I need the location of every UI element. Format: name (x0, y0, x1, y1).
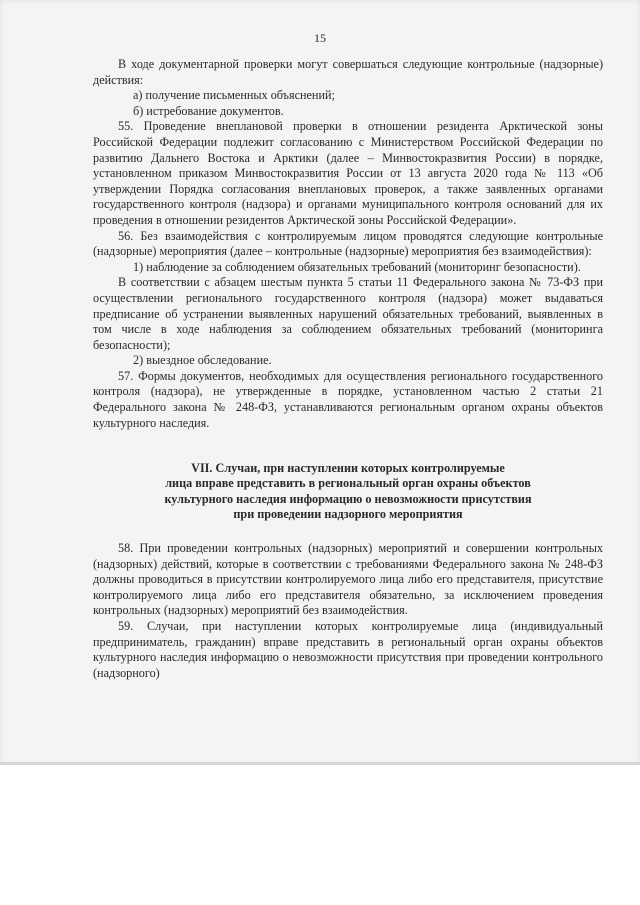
section-heading-line: при проведении надзорного мероприятия (233, 506, 463, 521)
paragraph-56: 56. Без взаимодействия с контролируемым лицом проводятся следующие контрольные (надзорные) мероприятия (далее – контрольные (надзорные) мероприятия без взаимодействия): (93, 228, 603, 259)
section-heading-line: культурного наследия информацию о невозможности присутствия (164, 491, 532, 506)
paragraph-intro: В ходе документарной проверки могут совершаться следующие контрольные (надзорные) действия: (93, 57, 603, 87)
paragraph-59: 59. Случаи, при наступлении которых контролируемые лица (индивидуальный предприниматель, гражданин) вправе представить в региональный орган охраны объектов культурного наследия информацию о невозможности присутствия при проведении контрольного (надзорного) (93, 619, 603, 680)
page-number: 15 (314, 31, 326, 45)
paragraph-58: 58. При проведении контрольных (надзорных) мероприятий и совершении контрольных (надзорных) действий, которые в соответствии с требованиями Федерального закона № 248-ФЗ должны проводиться в присутствии контролируемого лица либо его представителя, присутствие контролируемого лица либо его представителя обязательно, за исключением проведения контрольных (надзорных) мероприятий без взаимодействия. (93, 541, 603, 618)
list-item-a: а) получение письменных объяснений; (133, 88, 335, 103)
list-item-2: 2) выездное обследование. (133, 353, 272, 368)
list-item-b: б) истребование документов. (133, 103, 284, 118)
scan-edge-divider (0, 762, 640, 765)
section-heading-line: VII. Случаи, при наступлении которых контролируемые (191, 461, 505, 476)
section-heading (93, 461, 603, 522)
list-item-1: 1) наблюдение за соблюдением обязательных требований (мониторинг безопасности). (133, 259, 581, 274)
paragraph-57: 57. Формы документов, необходимых для осуществления регионального государственного контроля (надзора), не утвержденные в порядке, установленном частью 2 статьи 21 Федерального закона № 248-ФЗ, устанавливаются региональным органом охраны объектов культурного наследия. (93, 368, 603, 430)
document-body (93, 57, 603, 681)
paragraph-prescription: В соответствии с абзацем шестым пункта 5 статьи 11 Федерального закона № 73-ФЗ при осуществлении регионального государственного контроля (надзора) может выдаваться предписание об устранении выявленных нарушений обязательных требований, выявленных в том числе в ходе наблюдения за соблюдением обязательных требований (мониторинга безопасности); (93, 275, 603, 352)
paragraph-55: 55. Проведение внеплановой проверки в отношении резидента Арктической зоны Российской Федерации подлежит согласованию с Министерством Российской Федерации по развитию Дальнего Востока и Арктики (далее – Минвостокразвития России) в порядке, установленном приказом Минвостокразвития России от 13 августа 2020 года № 113 «Об утверждении Порядка согласования внеплановых проверок, а также заявленных органами государственного контроля (надзора) и органами муниципального контроля оснований для их проведения в отношении резидентов Арктической зоны Российской Федерации». (93, 119, 603, 227)
section-heading-line: лица вправе представить в региональный орган охраны объектов (165, 476, 531, 491)
